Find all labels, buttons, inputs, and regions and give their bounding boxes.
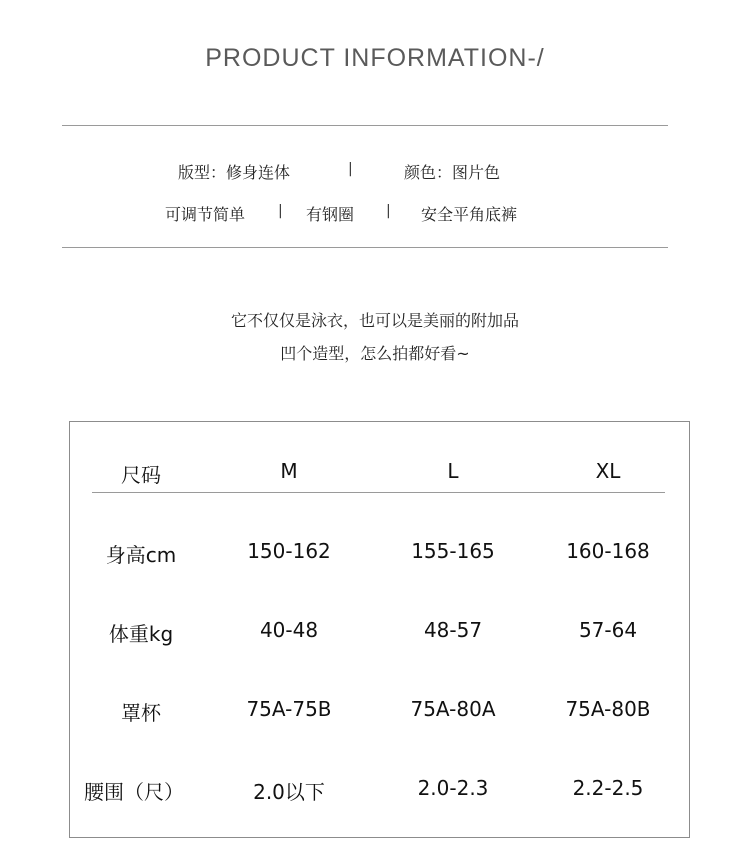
row-label-waist: 腰围（尺）: [84, 780, 184, 804]
info-underwire: 有钢圈: [306, 205, 355, 224]
row-label-height: 身高cm: [105, 543, 177, 567]
table-cell: 2.0以下: [253, 780, 325, 804]
info-briefs: 安全平角底裤: [421, 205, 518, 224]
row-label-cup: 罩杯: [121, 701, 161, 725]
size-header-m: M: [280, 459, 298, 483]
table-cell: 57-64: [578, 618, 638, 642]
info-separator: |: [348, 161, 353, 177]
table-cell: 75A-80B: [565, 697, 651, 721]
table-cell: 75A-75B: [246, 697, 332, 721]
table-cell: 48-57: [423, 618, 483, 642]
info-fit: 版型：修身连体: [178, 163, 291, 182]
table-cell: 2.2-2.5: [572, 776, 644, 800]
row-label-weight: 体重kg: [108, 622, 174, 646]
info-separator: |: [278, 203, 283, 219]
table-cell: 150-162: [247, 539, 331, 563]
info-color: 颜色：图片色: [404, 163, 501, 182]
description-line-1: 它不仅仅是泳衣，也可以是美丽的附加品: [230, 311, 519, 330]
table-cell: 155-165: [411, 539, 495, 563]
table-cell: 2.0-2.3: [417, 776, 489, 800]
divider-top: [62, 125, 668, 126]
description-line-2: 凹个造型，怎么拍都好看~: [280, 344, 470, 363]
divider-bottom: [62, 247, 668, 248]
product-information-title: PRODUCT INFORMATION-/: [205, 44, 545, 72]
size-header-l: L: [447, 459, 459, 483]
table-cell: 40-48: [259, 618, 319, 642]
table-cell: 160-168: [566, 539, 650, 563]
size-header-xl: XL: [595, 459, 621, 483]
size-table-header-rule: [92, 492, 665, 493]
info-adjustable: 可调节简单: [165, 205, 246, 224]
size-header-label: 尺码: [121, 463, 161, 487]
info-separator: |: [386, 203, 391, 219]
table-cell: 75A-80A: [410, 697, 496, 721]
